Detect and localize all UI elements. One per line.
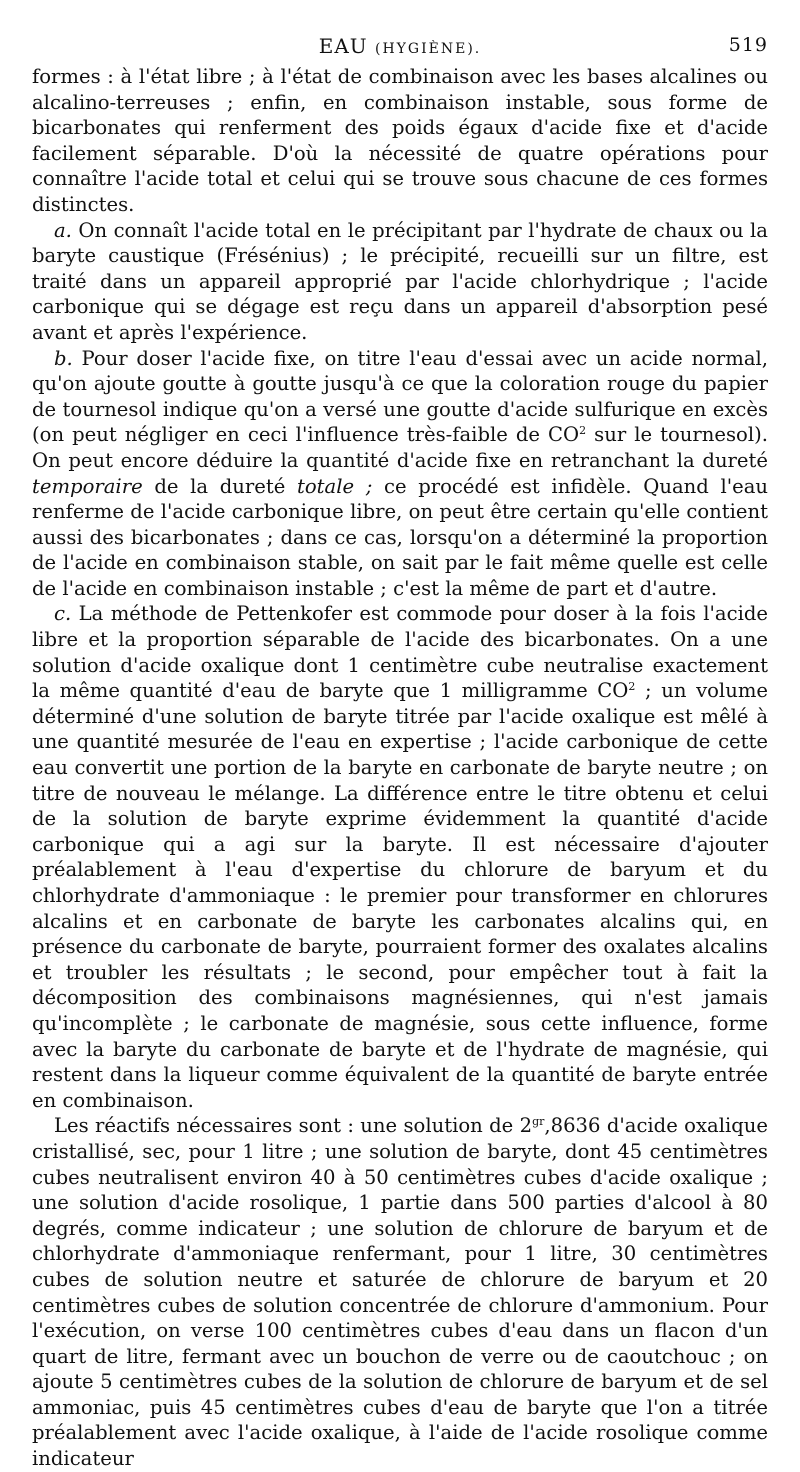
running-title [32, 34, 768, 58]
paragraph-label: c. [54, 602, 72, 626]
paragraph-text: formes : à l'état libre ; à l'état de combinaison avec les bases alcalines ou alcalino-terreuses ; enfin, en combinaison instable, sous forme de bicarbonates qui renferment des poids égaux d'acide fixe et d'acide facilement séparable. D'où la nécessité de quatre opérations pour connaître l'acide total et celui qui se trouve sous chacune de ces formes distinctes. [32, 65, 768, 216]
paragraph-text: ,8636 d'acide oxalique cristallisé, sec, pour 1 litre ; une solution de baryte, dont 45 centimètres cubes neutralisent environ 40 à 50 centimètres cubes d'acide oxalique ; une solution d'acide rosolique, 1 partie dans 500 parties d'alcool à 80 degrés, comme indicateur ; une solution de chlorure de baryum et de chlorhydrate d'ammoniaque renfermant, pour 1 litre, 30 centimètres cubes de solution neutre et saturée de chlorure de baryum et 20 centimètres cubes de solution concentrée de chlorure d'ammonium. Pour l'exécution, on verse 100 centimètres cubes d'eau dans un flacon d'un quart de litre, fermant avec un bouchon de verre ou de caoutchouc ; on ajoute 5 centimètres cubes de la solution de chlorure de baryum et de sel ammoniac, puis 45 centimètres cubes d'eau de baryte que l'on a titrée préalablement avec l'acide oxalique, à l'aide de l'acide rosolique comme indicateur [32, 1114, 768, 1471]
paragraph-text: Les réactifs nécessaires sont : une solution de 2 [54, 1114, 533, 1138]
paragraph-label: b. [54, 346, 73, 370]
paragraph-text: On connaît l'acide total en le précipitant par l'hydrate de chaux ou la baryte caustique (Frésénius) ; le précipité, recueilli sur un filtre, est traité dans un appareil approprié par l'acide chlorhydrique ; l'acide carbonique qui se dégage est reçu dans un appareil d'absorption pesé avant et après l'expérience. [32, 218, 768, 344]
paragraph-text: La méthode de Pettenkofer est commode pour doser à la fois l'acide libre et la proportion séparable de l'acide des bicarbonates. On a une solution d'acide oxalique dont 1 centimètre cube neutralise exactement la même quantité d'eau de baryte que 1 milligramme CO [32, 602, 768, 703]
paragraph-label: a. [54, 218, 72, 242]
paragraph-text: ce procédé est infidèle. Quand l'eau renferme de l'acide carbonique libre, on peut être certain qu'elle contient aussi des bicarbonates ; dans ce cas, lorsqu'on a déterminé la proportion de l'acide en combinaison stable, on sait par le fait même quelle est celle de l'acide en combinaison instable ; c'est la même de part et d'autre. [32, 474, 768, 600]
emphasis: totale ; [296, 474, 373, 498]
paragraph-b [32, 346, 768, 602]
running-header [32, 30, 768, 60]
page-number: 519 [728, 34, 768, 56]
document-page [32, 30, 768, 1472]
paragraph-c [32, 601, 768, 1113]
body-text [32, 64, 768, 1472]
paragraph-text: Pour doser l'acide fixe, on titre l'eau d'essai avec un acide normal, qu'on ajoute goutte à goutte jusqu'à ce que la coloration rouge du papier de tournesol indique qu'on a versé une goutte d'acide sulfurique en excès (on peut négliger en ceci l'influence très-faible de CO [32, 346, 768, 447]
paragraph-text: sur le tournesol). On peut encore déduire la quantité d'acide fixe en retranchant la dureté [32, 423, 768, 472]
paragraph-text: de la dureté [142, 474, 297, 498]
paragraph-continuation [32, 64, 768, 218]
paragraph-text: ; un volume déterminé d'une solution de baryte titrée par l'acide oxalique est mêlé à une quantité mesurée de l'eau en expertise ; l'acide carbonique de cette eau convertit une portion de la baryte en carbonate de baryte neutre ; on titre de nouveau le mélange. La différence entre le titre obtenu et celui de la solution de baryte exprime évidemment la quantité d'acide carbonique qui a agi sur la baryte. Il est nécessaire d'ajouter préalablement à l'eau d'expertise du chlorure de baryum et du chlorhydrate d'ammoniaque : le premier pour transformer en chlorures alcalins et en carbonate de baryte les carbonates alcalins qui, en présence du carbonate de baryte, pourraient former des oxalates alcalins et troubler les résultats ; le second, pour empêcher tout à fait la décomposition des combinaisons magnésiennes, qui n'est jamais qu'incomplète ; le carbonate de magnésie, sous cette influence, forme avec la baryte du carbonate de baryte et de l'hydrate de magnésie, qui restent dans la liqueur comme équivalent de la quantité de baryte entrée en combinaison. [32, 679, 768, 1112]
running-title-main: EAU [318, 34, 376, 58]
emphasis: temporaire [32, 474, 143, 498]
superscript: 2 [579, 424, 587, 438]
superscript: 2 [628, 680, 636, 694]
paragraph-reagents [32, 1113, 768, 1471]
running-title-sub: (HYGIÈNE). [375, 41, 482, 57]
superscript: gr [532, 1115, 545, 1129]
paragraph-a [32, 218, 768, 346]
